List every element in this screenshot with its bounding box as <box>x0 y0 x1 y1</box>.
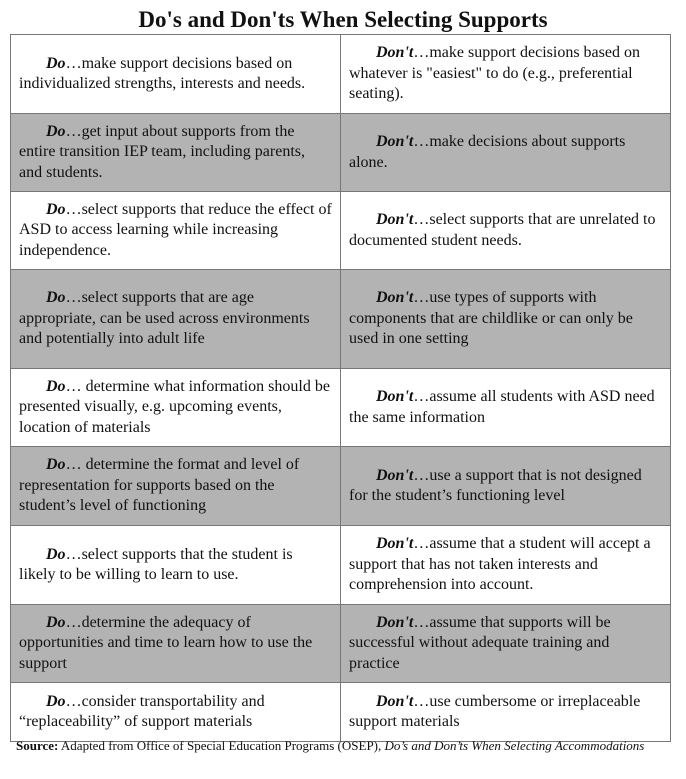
dont-lead: Don't <box>376 211 414 228</box>
do-cell <box>11 526 341 605</box>
do-text: …select supports that the student is likely to be willing to learn to use. <box>19 545 293 583</box>
do-lead: Do <box>46 456 66 474</box>
dont-text: …select supports that are unrelated to documented student needs. <box>349 211 656 249</box>
do-text: …make support decisions based on individualized strengths, interests and needs. <box>19 54 306 92</box>
source-title: Do’s and Don’ts When Selecting Accommodations <box>384 738 645 753</box>
do-cell <box>11 369 341 447</box>
do-lead: Do <box>46 54 66 72</box>
do-cell <box>11 605 341 683</box>
dont-cell <box>341 526 671 605</box>
dont-lead: Don't <box>376 388 414 405</box>
do-cell <box>11 35 341 114</box>
do-text: …select supports that reduce the effect of ASD to access learning while increasing independence. <box>19 200 332 259</box>
do-text: …determine the adequacy of opportunities and time to learn how to use the support <box>19 613 313 672</box>
table-row <box>11 192 671 270</box>
source-text: Adapted from Office of Special Education Programs (OSEP), <box>58 738 385 753</box>
table-row <box>11 447 671 526</box>
do-lead: Do <box>46 692 66 710</box>
dont-lead: Don't <box>376 692 414 710</box>
dont-lead: Don't <box>376 613 414 631</box>
dont-cell <box>341 605 671 683</box>
do-lead: Do <box>46 545 66 563</box>
dont-text: …make support decisions based on whatever is "easiest" to do (e.g., preferential seating). <box>349 44 640 103</box>
dont-text: …use cumbersome or irreplaceable support materials <box>349 692 641 730</box>
dont-cell <box>341 683 671 742</box>
dont-text: …assume that supports will be successful without adequate training and practice <box>349 613 611 672</box>
do-lead: Do <box>46 613 66 631</box>
dont-text: …use types of supports with components that are childlike or can only be used in one setting <box>349 289 633 348</box>
table-row <box>11 114 671 192</box>
table-row <box>11 369 671 447</box>
do-lead: Do <box>46 289 66 307</box>
do-text: … determine what information should be presented visually, e.g. upcoming events, location of materials <box>19 377 330 436</box>
dont-lead: Don't <box>376 133 414 150</box>
do-text: …select supports that are age appropriate, can be used across environments and potentially into adult life <box>19 289 310 348</box>
do-text: … determine the format and level of representation for supports based on the student’s level of functioning <box>19 456 300 515</box>
dont-cell <box>341 114 671 192</box>
do-cell <box>11 192 341 270</box>
source-label: Source: <box>16 738 59 753</box>
do-lead: Do <box>46 200 66 218</box>
dont-cell <box>341 192 671 270</box>
source-note <box>16 738 676 754</box>
do-cell <box>11 270 341 369</box>
table-row <box>11 605 671 683</box>
table-row <box>11 270 671 369</box>
dont-lead: Don't <box>376 535 414 553</box>
dont-cell <box>341 369 671 447</box>
do-cell <box>11 114 341 192</box>
do-cell <box>11 683 341 742</box>
dont-text: …assume that a student will accept a support that has not taken interests and comprehension into account. <box>349 535 651 594</box>
dont-cell <box>341 270 671 369</box>
table-row <box>11 35 671 114</box>
dont-lead: Don't <box>376 44 414 62</box>
dont-text: …assume all students with ASD need the same information <box>349 388 655 426</box>
do-text: …get input about supports from the entire transition IEP team, including parents, and students. <box>19 122 305 181</box>
do-lead: Do <box>46 377 66 395</box>
dont-lead: Don't <box>376 466 414 484</box>
dont-text: …use a support that is not designed for the student’s functioning level <box>349 466 642 504</box>
table-row <box>11 526 671 605</box>
dos-donts-table <box>10 34 671 742</box>
dont-cell <box>341 447 671 526</box>
page-title: Do's and Don'ts When Selecting Supports <box>138 7 548 32</box>
do-text: …consider transportability and “replaceability” of support materials <box>19 692 265 730</box>
do-lead: Do <box>46 122 66 140</box>
table-row <box>11 683 671 742</box>
dont-text: …make decisions about supports alone. <box>349 133 626 171</box>
dont-lead: Don't <box>376 289 414 307</box>
do-cell <box>11 447 341 526</box>
dont-cell <box>341 35 671 114</box>
